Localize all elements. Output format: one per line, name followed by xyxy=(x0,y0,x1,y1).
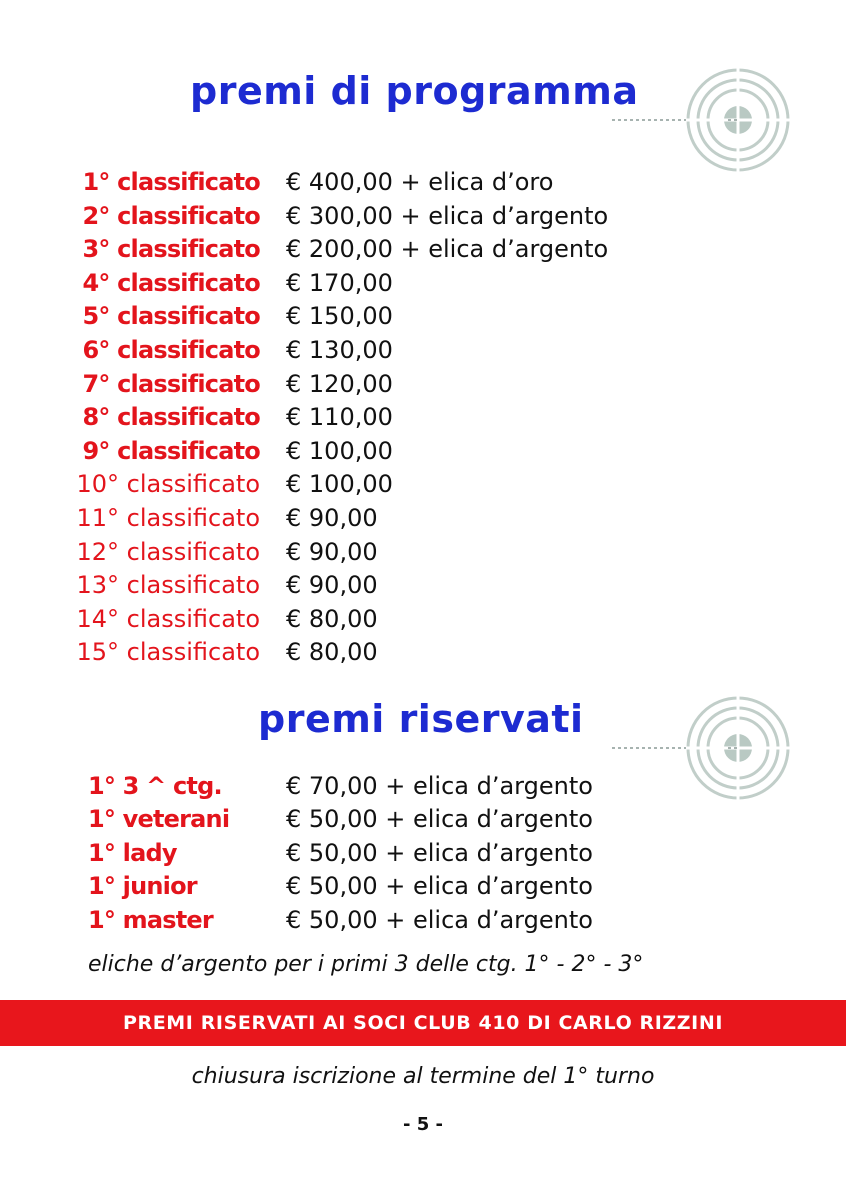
place-label: 15° classificato xyxy=(76,638,260,667)
place-label: 8° classificato xyxy=(82,403,260,432)
place-label: 3° classificato xyxy=(82,235,260,264)
prize-row xyxy=(0,401,846,435)
prize-amount: € 130,00 xyxy=(286,335,393,364)
place-label: 1° junior xyxy=(88,872,197,901)
prize-amount: € 300,00 + elica d’argento xyxy=(286,201,609,230)
prize-row xyxy=(0,837,846,870)
reserved-prize-list xyxy=(0,770,846,937)
prize-row xyxy=(0,569,846,603)
place-label: 10° classificato xyxy=(76,470,260,499)
prize-row xyxy=(0,870,846,903)
banner-text: PREMI RISERVATI AI SOCI CLUB 410 DI CARLO RIZZINI xyxy=(122,1012,724,1034)
place-label: 1° lady xyxy=(88,838,177,867)
place-label: 1° classificato xyxy=(82,168,260,196)
place-label: 12° classificato xyxy=(76,537,260,566)
prize-row xyxy=(0,334,846,368)
place-label: 14° classificato xyxy=(76,604,260,633)
prize-amount: € 90,00 xyxy=(286,537,378,566)
prize-amount: € 50,00 + elica d’argento xyxy=(286,905,593,934)
prize-row xyxy=(0,603,846,637)
silver-propeller-note: eliche d’argento per i primi 3 delle ctg. 1° - 2° - 3° xyxy=(88,952,644,977)
prize-amount: € 400,00 + elica d’oro xyxy=(286,168,554,196)
prize-row xyxy=(0,636,846,670)
prize-amount: € 90,00 xyxy=(286,571,378,600)
prize-amount: € 150,00 xyxy=(286,302,393,331)
prize-row xyxy=(0,803,846,836)
place-label: 13° classificato xyxy=(76,571,260,600)
prize-amount: € 120,00 xyxy=(286,369,393,398)
prize-amount: € 80,00 xyxy=(286,638,378,667)
prize-row xyxy=(0,435,846,469)
place-label: 1° veterani xyxy=(88,805,230,834)
prize-row xyxy=(0,233,846,267)
place-label: 1° 3 ^ ctg. xyxy=(88,772,222,800)
prize-amount: € 50,00 + elica d’argento xyxy=(286,838,593,867)
place-label: 11° classificato xyxy=(76,503,260,532)
place-label: 7° classificato xyxy=(82,369,260,398)
page-number: - 5 - xyxy=(403,1114,443,1135)
prize-row xyxy=(0,267,846,301)
prize-amount: € 90,00 xyxy=(286,503,378,532)
prize-amount: € 110,00 xyxy=(286,403,393,432)
prize-row xyxy=(0,200,846,234)
target-icon xyxy=(608,68,794,178)
prize-amount: € 80,00 xyxy=(286,604,378,633)
place-label: 6° classificato xyxy=(82,335,260,364)
prize-row xyxy=(0,904,846,937)
members-banner xyxy=(0,1000,846,1046)
place-label: 4° classificato xyxy=(82,268,260,297)
place-label: 9° classificato xyxy=(82,436,260,465)
prize-amount: € 200,00 + elica d’argento xyxy=(286,235,609,264)
prize-amount: € 50,00 + elica d’argento xyxy=(286,805,593,834)
place-label: 5° classificato xyxy=(82,302,260,331)
place-label: 2° classificato xyxy=(82,201,260,230)
prize-row xyxy=(0,468,846,502)
prize-amount: € 70,00 + elica d’argento xyxy=(286,772,593,800)
prize-row xyxy=(0,536,846,570)
prize-row xyxy=(0,166,846,200)
prize-amount: € 100,00 xyxy=(286,436,393,465)
section-title-reserved: premi riservati xyxy=(258,697,584,741)
prize-row xyxy=(0,368,846,402)
prize-row xyxy=(0,300,846,334)
section-title-program: premi di programma xyxy=(190,69,639,113)
place-label: 1° master xyxy=(88,905,213,934)
prize-amount: € 50,00 + elica d’argento xyxy=(286,872,593,901)
prize-amount: € 170,00 xyxy=(286,268,393,297)
prize-row xyxy=(0,770,846,803)
program-prize-list xyxy=(0,166,846,670)
prize-row xyxy=(0,502,846,536)
prize-amount: € 100,00 xyxy=(286,470,393,499)
registration-closing-text: chiusura iscrizione al termine del 1° turno xyxy=(191,1064,655,1089)
